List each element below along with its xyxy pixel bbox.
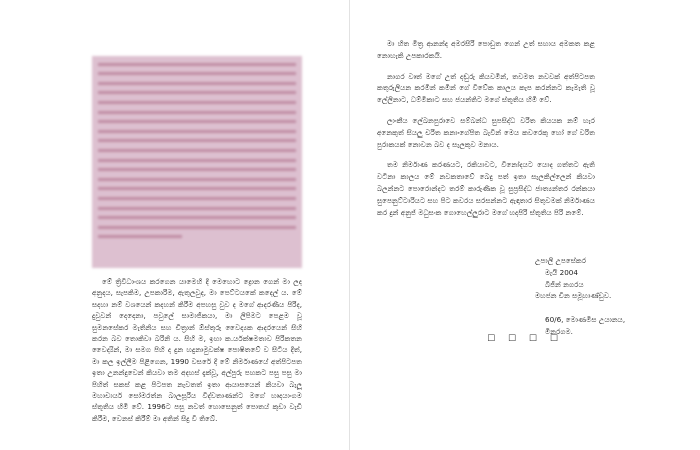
blurred-text-line [98,91,296,94]
blurred-text-line [98,235,182,238]
blurred-text-line [98,120,296,123]
signature-address-line-1: 60/6, මොණමිස උයානය, [545,315,626,325]
blurred-text-line [98,130,296,133]
right-page-text [377,38,595,227]
blurred-text-line [98,159,296,162]
paragraph-support-thanks: මා හිත මිත්‍ර ආනන්ද අමරසිරි පොඩුත ගෙන් උත් සහාය අමකත කළ නොහැකි උපකාරකයි. [377,39,595,60]
end-ornament: ☐ ☐ ☐ ☐ [487,334,563,344]
blurred-text-line [98,72,296,75]
paragraph-editing-thanks: නාගර වෘත් මගේ උත් දඬුරු කියවමින්, තවමත නවවක් අත්පිටපත කතුරුලියන කරමින් කමින් ගේ විවේක කාලය කැප කරන්නට කැමැති වූ ලේලිනාට, ධම්මිකාට සහ ජයන්තිට මගේ ස්තූතිය හිමි වේ. [377,71,595,105]
blurred-text-line [98,216,296,219]
blurred-text-line [98,111,296,114]
acknowledgement-paragraph: මේ ත්‍රිවිධාංශය කරගෙන යාමෙහි දී මෙහොට ද්‍රොන ගෙන් මා ලද අනුදය, සැපකිම, උපකාරිම, ඇතුලවුද, මා පෙට්ටයකේ කදෙල් ය. මේ සදහා නම් වශයෙන් කදහන් කිරීම අපහසු වුව ද මගේ ආදරණීය පිරිද, දුවුවන් දෙදෙනා, පවුලේ සාමාජිකයා, මා ලිපිමට පෙළම වූ සුමනසේකර මැතිනිය සහ චිත්‍රාන් ඕස්තුරු වෛද්‍යක ආදරයෙන් සිහි කරන බව තොකිවා බරිනි ය. සිහි ම, ඉහා ක.ර්යක්ෂමතාව පිරිකතන වෛද්‍යීන්, මා සමග පිහි ද දුන හදුනාමුවක්ෂ පොෂිතවේ ව සිටිය දීත්, මා කල ඉල්ලීම පිළිගෙන, 1990 වසරේ දී මේ නිර්මාණයේ අත්පිටපත ඉතා උනන්දුවෙන් කියවා තම අදහස් දැක්වූ, අල්පුරු පහකට පසු පසු මා පිහිත් සකස් කළ පිටපත නැවතත් ඉතා ආයාසයෙන් කියවා බැලූ මහාචාර්ය සෝමරත්න බාලසූරිය විද්වතාණන්ට මගේ හෘදයාංගම ස්තූතිය හිමි වේ. 1996ට පසු නවත් හොසෙනුත් පොතය් කුඩා වැඩි කිරීම, වෙනස් කිරීම් මා අතින් සිදු වී තිබේ. [92,277,302,423]
blurred-text-line [98,149,296,152]
author-name: උපාලි උපසේකර [535,256,587,265]
signature-place: බිජින් නගරය [545,279,584,289]
blurred-text-line [98,197,296,200]
blurred-text-line [98,63,296,66]
paragraph-reviewer-thanks: තම නිර්මාණ කරණයට, රකියාවට, විනෝදයට යොද ගත්තට ඇති වටිනා කාලය මේ නවකතාවේ බෙදු පත් ඉතා සැලකිල්ලෙන් කියවා බලන්නට පොරොන්දට තරම් කාරුණික වූ සුප්‍රසිද්ධ ජාත්‍යන්තර රන්කයා සුපෙනුට්ටාරියට සහ පිට කවරය සරසන්නට ඇඳාතාර සිතුවමක් නිර්මාණය කර දුන් අනුජ් මධුසංක ගොහෙල්ලුරාට මගේ හදපිරි ස්තූතිය පිරි නමේ. [377,160,595,217]
signature-date: මැයි 2004 [545,267,578,277]
blurred-text-line [98,139,296,142]
signature-country: මහජන චීන සමූහාණ්ඩුව. [535,291,612,301]
blurred-text-line [98,101,296,104]
author-signature-block [535,255,665,338]
paragraph-character-note: ලාංකීය ලේඛනපුරාවෙ සම්බන්ධ සුපසිද්ධ වරිත කියයක නම් හැර අනෙකුත් සියලු චරිත කනාංගේපිත බැවින් මෙය කවරෙකු හෝ ගේ වරිත පුරාකයක් නොවන බව ද සැලකුව මනාය. [377,115,595,149]
blurred-highlighted-paragraph [92,56,302,268]
signature-address-line-2: මිනරගම. [545,326,573,336]
blurred-text-line [98,168,296,171]
blurred-text-line [98,207,296,210]
left-page-text [92,276,302,424]
blurred-text-line [98,187,296,190]
blurred-text-line [98,226,296,229]
blurred-text-line [98,178,296,181]
blurred-text-line [98,82,296,85]
